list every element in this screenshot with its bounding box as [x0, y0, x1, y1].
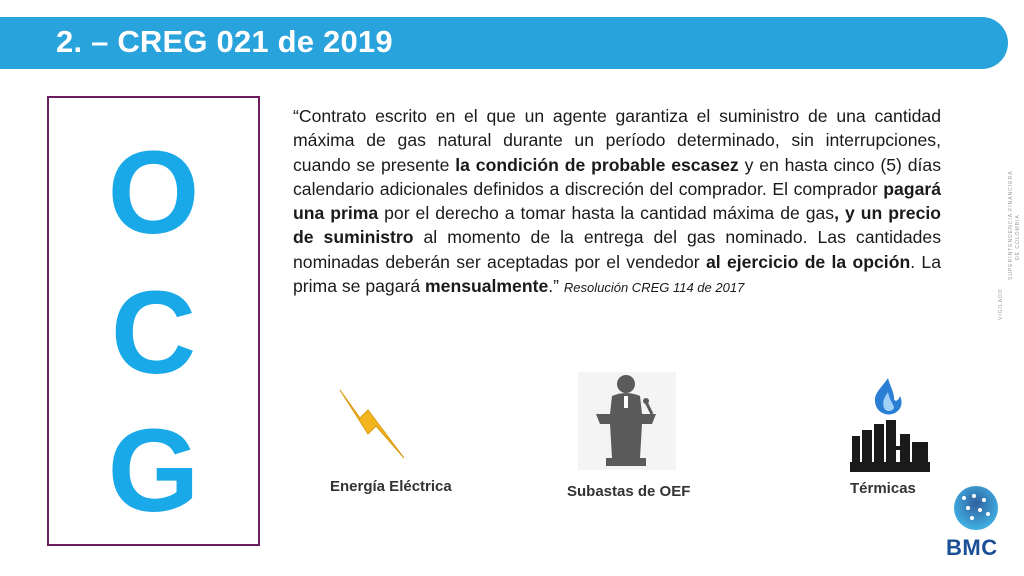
lightning-icon [338, 388, 408, 462]
acronym-letter-o: O [107, 127, 200, 259]
icon-label-termicas: Térmicas [850, 480, 916, 497]
definition-text [293, 104, 941, 300]
icon-label-subastas: Subastas de OEF [567, 483, 691, 500]
title-text: – CREG 021 de 2019 [82, 24, 393, 59]
acronym-letter-g: G [107, 405, 200, 537]
citation: Resolución CREG 114 de 2017 [563, 280, 745, 296]
definition-part: por el derecho a tomar hasta la cantidad máxima de gas [378, 203, 835, 224]
definition-bold: , y un precio de suministro [293, 203, 941, 248]
bmc-logo-text: BMC [946, 535, 998, 560]
superintendencia-watermark [998, 170, 1024, 320]
definition-bold: la condición de probable escasez [455, 154, 739, 175]
definition-bold: mensualmente [425, 276, 549, 297]
definition-part: . La prima se pagará [293, 251, 941, 297]
speaker-podium-icon [578, 372, 676, 470]
watermark-line: VIGILADO [998, 288, 1004, 320]
definition-bold: pagará una prima [293, 178, 941, 224]
acronym-box [47, 96, 260, 546]
watermark-line: DE COLOMBIA [1015, 214, 1021, 260]
icon-label-energia: Energía Eléctrica [330, 478, 452, 495]
definition-part: y en hasta cinco (5) días calendario adicionales definidos a discreción del comprador. El comprador [293, 154, 941, 199]
definition-part: “Contrato escrito en el que un agente garantiza el suministro de una cantidad máxima de gas natural durante un período determinado, sin interrupciones, cuando se presente [293, 106, 941, 175]
title-number: 2. [56, 24, 83, 59]
definition-part: .” [548, 276, 564, 297]
definition-part: al momento de la entrega del gas nominado. Las cantidades nominadas deberán ser aceptadas por el vendedor [293, 227, 941, 272]
definition-bold: al ejercicio de la opción [705, 251, 911, 272]
page-title [56, 24, 393, 60]
gas-plant-icon [850, 376, 930, 474]
acronym-letter-c: C [110, 267, 197, 399]
watermark-line: SUPERINTENDENCIA FINANCIERA [1008, 170, 1014, 280]
